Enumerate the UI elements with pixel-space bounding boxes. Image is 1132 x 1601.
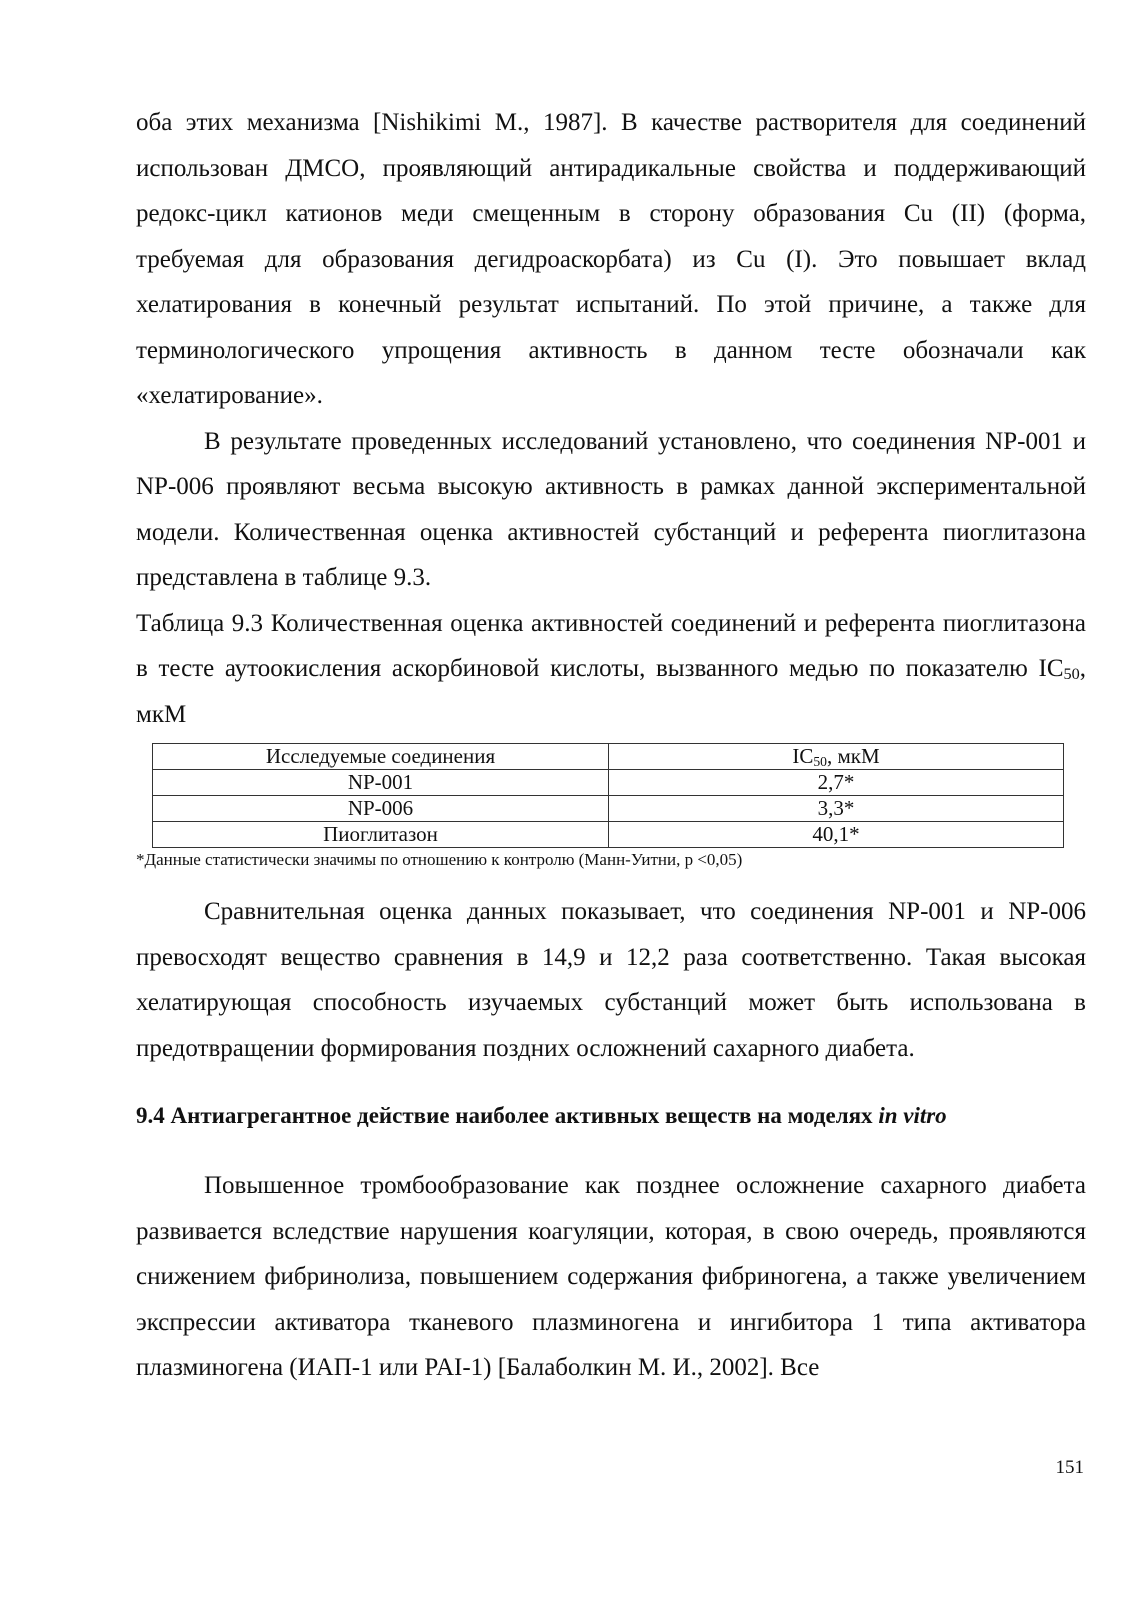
cell-value: 2,7*: [609, 770, 1064, 796]
table-caption: [136, 601, 1086, 738]
cell-compound: NP-001: [153, 770, 609, 796]
table-row: [153, 822, 1064, 848]
table-row: [153, 770, 1064, 796]
table-caption-subscript: 50: [1063, 665, 1080, 683]
section-heading: [136, 1101, 1086, 1131]
table-header-row: [153, 744, 1064, 770]
cell-value: 3,3*: [609, 796, 1064, 822]
header-compounds: Исследуемые соединения: [153, 744, 609, 770]
table-caption-suffix: , мкМ: [136, 655, 1086, 728]
page-content: [136, 100, 1086, 1391]
section-heading-text: 9.4 Антиагрегантное действие наиболее активных веществ на моделях: [136, 1103, 879, 1128]
cell-value: 40,1*: [609, 822, 1064, 848]
paragraph-2: В результате проведенных исследований установлено, что соединения NP-001 и NP-006 проявляют весьма высокую активность в рамках данной экспериментальной модели. Количественная оценка активностей субстанций и референта пиоглитазона представлена в таблице 9.3.: [136, 427, 1086, 591]
header-ic50: [609, 744, 1064, 770]
table-caption-text: Таблица 9.3 Количественная оценка активностей соединений и референта пиоглитазона в тесте аутоокисления аскорбиновой кислоты, вызванного медью по показателю IC: [136, 609, 1086, 682]
results-table: [152, 743, 1064, 848]
section-heading-italic: in vitro: [878, 1103, 947, 1128]
header-ic50-sub: 50: [813, 754, 827, 769]
paragraph-1: оба этих механизма [Nishikimi M., 1987]. В качестве растворителя для соединений использован ДМСО, проявляющий антирадикальные свойства и поддерживающий редокс-цикл катионов меди смещенным в сторону образования Cu (II) (форма, требуемая для образования дегидроаскорбата) из Cu (I). Это повышает вклад хелатирования в конечный результат испытаний. По этой причине, а также для терминологического упрощения активность в данном тесте обозначали как «хелатирование».: [136, 109, 1086, 409]
cell-compound: Пиоглитазон: [153, 822, 609, 848]
cell-compound: NP-006: [153, 796, 609, 822]
header-ic50-suffix: , мкМ: [826, 744, 880, 768]
header-ic50-main: IC: [792, 744, 814, 768]
paragraph-3: Сравнительная оценка данных показывает, что соединения NP-001 и NP-006 превосходят вещество сравнения в 14,9 и 12,2 раза соответственно. Такая высокая хелатирующая способность изучаемых субстанций может быть использована в предотвращении формирования поздних осложнений сахарного диабета.: [136, 898, 1086, 1062]
table-note: *Данные статистически значимы по отношению к контролю (Манн-Уитни, р <0,05): [136, 850, 743, 869]
page-number: 151: [1055, 1457, 1084, 1478]
table-row: [153, 796, 1064, 822]
paragraph-4: Повышенное тромбообразование как позднее осложнение сахарного диабета развивается вследствие нарушения коагуляции, которая, в свою очередь, проявляются снижением фибринолиза, повышением содержания фибриногена, а также увеличением экспрессии активатора тканевого плазминогена и ингибитора 1 типа активатора плазминогена (ИАП-1 или PAI-1) [Балаболкин М. И., 2002]. Все: [136, 1172, 1086, 1381]
